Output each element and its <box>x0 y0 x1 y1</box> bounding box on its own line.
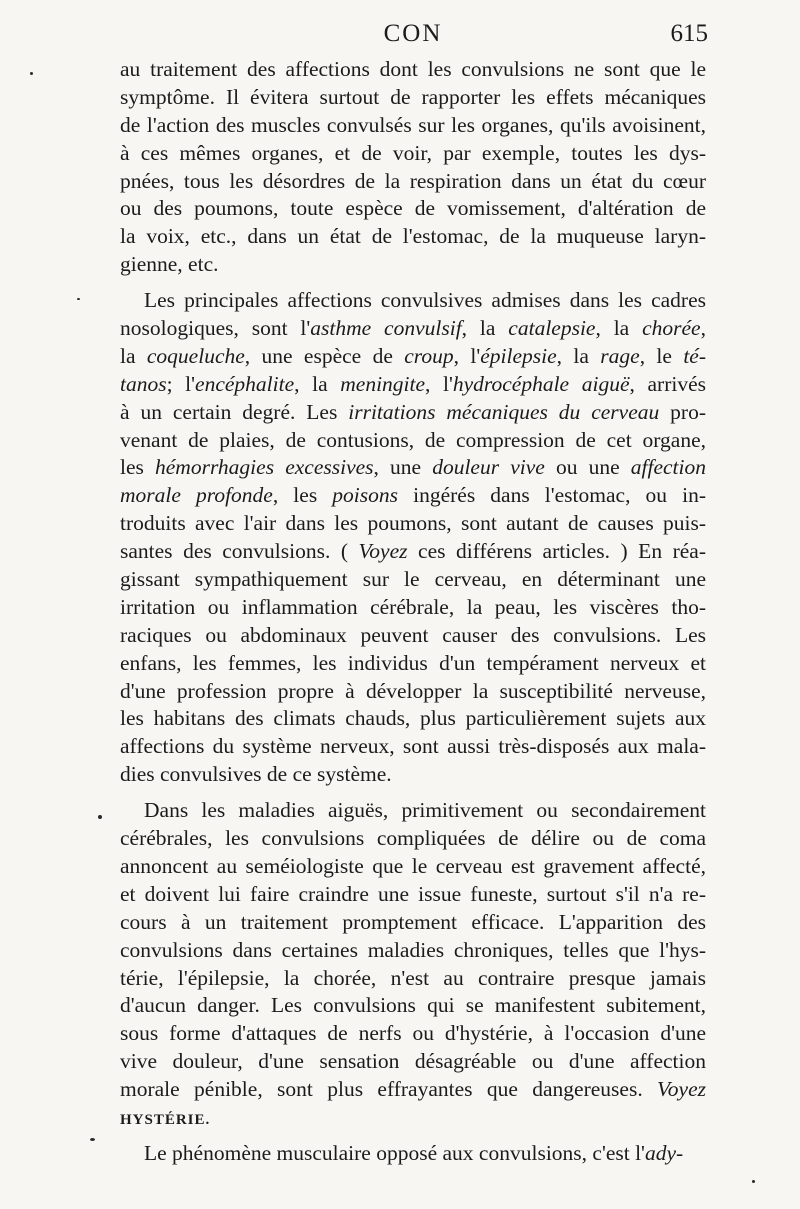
text-line <box>120 427 706 455</box>
text-run: annoncent au seméiologiste que le cerveau est gravement affecté, <box>120 853 706 878</box>
italic-term: rage <box>600 343 640 368</box>
text-run: térie, l'épilepsie, la chorée, n'est au contraire presque jamais <box>120 965 706 990</box>
text-run: convulsions dans certaines maladies chroniques, telles que l'hys- <box>120 937 706 962</box>
text-line <box>120 965 706 993</box>
text-line <box>120 343 706 371</box>
ink-speck <box>752 1180 755 1183</box>
text-line <box>120 454 706 482</box>
text-line <box>120 315 706 343</box>
text-run: , la <box>294 371 341 396</box>
italic-term: encéphalite <box>195 371 295 396</box>
italic-term: meningite <box>340 371 426 396</box>
text-line <box>120 371 706 399</box>
paragraph-gap <box>120 789 706 797</box>
text-run: , la <box>595 316 643 341</box>
text-run: troduits avec l'air dans les poumons, sont autant de causes puis- <box>120 511 706 536</box>
text-line <box>120 112 706 140</box>
text-run: irritation ou inflammation cérébrale, la peau, les viscères tho- <box>120 594 706 619</box>
italic-term: poisons <box>332 483 399 508</box>
text-run: Le phénomène musculaire opposé aux convulsions, c'est l' <box>144 1140 645 1165</box>
page-header <box>118 20 708 54</box>
text-line <box>120 482 706 510</box>
text-run: au traitement des affections dont les convulsions ne sont que le <box>120 57 706 81</box>
text-run: pnées, tous les désordres de la respiration dans un état du cœur <box>120 168 706 193</box>
text-line <box>120 705 706 733</box>
text-line <box>120 84 706 112</box>
italic-term: Voyez <box>657 1077 706 1102</box>
text-run: enfans, les femmes, les individus d'un tempérament nerveux et <box>120 650 706 675</box>
text-line <box>120 287 706 315</box>
text-line <box>120 881 706 909</box>
italic-term: coqueluche <box>146 343 245 368</box>
text-line <box>120 223 706 251</box>
italic-term: épilepsie <box>480 343 557 368</box>
text-run: , arrivés <box>629 371 706 396</box>
text-line <box>120 1020 706 1048</box>
text-run: , le <box>639 343 684 368</box>
text-run: , l' <box>453 343 481 368</box>
text-line <box>120 1140 706 1168</box>
text-line <box>120 594 706 622</box>
text-run: la voix, etc., dans un état de l'estomac, de la muqueuse laryn- <box>120 224 706 249</box>
text-run: à ces mêmes organes, et de voir, par exemple, toutes les dys- <box>120 140 706 165</box>
text-line <box>120 761 706 789</box>
text-run: venant de plaies, de contusions, de compression de cet organe, <box>120 427 706 452</box>
italic-term: tanos <box>120 371 167 396</box>
text-run: santes des convulsions. ( <box>120 539 359 564</box>
text-run: Les principales affections convulsives admises dans les cadres <box>144 288 706 313</box>
text-run: gissant sympathiquement sur le cerveau, en déterminant une <box>120 567 706 592</box>
text-run: d'aucun danger. Les convulsions qui se manifestent subitement, <box>120 993 706 1018</box>
text-line <box>120 622 706 650</box>
text-run: cérébrales, les convulsions compliquées de délire ou de coma <box>120 826 706 851</box>
cross-reference: HYSTÉRIE. <box>120 1111 211 1128</box>
paragraph-gap <box>120 279 706 287</box>
text-run: d'une profession propre à développer la susceptibilité nerveuse, <box>120 678 706 703</box>
text-run: ou une <box>544 455 631 480</box>
text-line <box>120 678 706 706</box>
text-line <box>120 56 706 84</box>
text-line <box>120 937 706 965</box>
body-text <box>120 56 706 1168</box>
italic-term: hydrocéphale aiguë <box>452 371 630 396</box>
italic-term: chorée <box>642 316 701 341</box>
italic-term: té- <box>683 343 706 368</box>
italic-term: morale profonde <box>120 483 273 508</box>
italic-term: croup <box>404 343 454 368</box>
text-line <box>120 140 706 168</box>
text-run: pro- <box>659 399 706 424</box>
italic-term: douleur vive <box>432 455 545 480</box>
italic-term: catalepsie <box>508 316 596 341</box>
text-run: , une espèce de <box>244 343 405 368</box>
text-line <box>120 650 706 678</box>
ink-speck <box>77 298 80 300</box>
text-line <box>120 909 706 937</box>
text-run: symptôme. Il évitera surtout de rapporter les effets mécaniques <box>120 84 706 109</box>
ink-speck <box>98 815 102 819</box>
paragraph <box>120 287 706 789</box>
text-run: sous forme d'attaques de nerfs ou d'hystérie, à l'occasion d'une <box>120 1021 706 1046</box>
text-run: , une <box>373 455 433 480</box>
text-line <box>120 1104 706 1132</box>
text-line <box>120 853 706 881</box>
text-run: , les <box>272 483 333 508</box>
text-line <box>120 538 706 566</box>
text-run: ingérés dans l'estomac, ou in- <box>398 483 707 508</box>
page-number: 615 <box>670 20 708 47</box>
text-line <box>120 566 706 594</box>
paragraph-gap <box>120 1132 706 1140</box>
text-run: , la <box>461 316 509 341</box>
text-run: vive douleur, d'une sensation désagréable ou d'une affection <box>120 1049 706 1074</box>
text-line <box>120 251 706 279</box>
text-line <box>120 195 706 223</box>
italic-term: hémorrhagies excessives <box>155 455 374 480</box>
paragraph <box>120 1140 706 1168</box>
text-run: morale pénible, sont plus effrayantes que dangereuses. <box>120 1077 658 1102</box>
text-line <box>120 825 706 853</box>
italic-term: affection <box>630 455 706 480</box>
text-line <box>120 1076 706 1104</box>
text-run: gienne, etc. <box>120 252 219 277</box>
text-run: cours à un traitement promptement efficace. L'apparition des <box>120 909 706 934</box>
text-line <box>120 510 706 538</box>
running-title: CON <box>383 20 443 47</box>
ink-speck <box>90 1138 95 1141</box>
text-run: et doivent lui faire craindre une issue funeste, surtout s'il n'a re- <box>120 881 706 906</box>
text-run: , l' <box>425 371 453 396</box>
italic-term: Voyez <box>358 539 408 564</box>
text-run: , la <box>556 343 601 368</box>
text-line <box>120 399 706 427</box>
text-run: la <box>120 343 147 368</box>
text-line <box>120 168 706 196</box>
text-line <box>120 992 706 1020</box>
ink-speck <box>30 72 33 75</box>
italic-term: asthme convulsif <box>310 316 462 341</box>
text-run: les <box>120 455 156 480</box>
text-run: ces différens articles. ) En réa- <box>407 539 706 564</box>
text-run: les habitans des climats chauds, plus particulièrement sujets aux <box>120 706 706 731</box>
text-line <box>120 1048 706 1076</box>
text-line <box>120 733 706 761</box>
text-run: dies convulsives de ce système. <box>120 762 392 787</box>
paragraph <box>120 56 706 279</box>
text-run: nosologiques, sont l' <box>120 316 311 341</box>
paragraph <box>120 797 706 1132</box>
text-run: à un certain degré. Les <box>120 399 349 424</box>
text-run: Dans les maladies aiguës, primitivement ou secondairement <box>144 798 706 823</box>
italic-term: ady- <box>644 1140 684 1165</box>
text-run: ; l' <box>166 371 196 396</box>
text-line <box>120 797 706 825</box>
text-run: raciques ou abdominaux peuvent causer des convulsions. Les <box>120 622 706 647</box>
text-run: affections du système nerveux, sont aussi très-disposés aux mala- <box>120 734 706 759</box>
text-run: , <box>700 316 706 341</box>
text-run: ou des poumons, toute espèce de vomissement, d'altération de <box>120 196 706 221</box>
text-run: de l'action des muscles convulsés sur les organes, qu'ils avoisinent, <box>120 112 706 137</box>
italic-term: irritations mécaniques du cerveau <box>348 399 660 424</box>
